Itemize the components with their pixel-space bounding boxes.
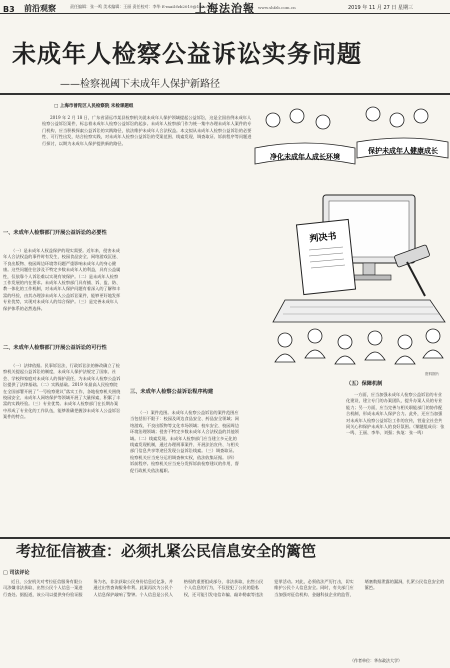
section-heading-1: 一、未成年人检察部门开展公益诉讼的必要性 xyxy=(3,230,107,236)
people-figures xyxy=(275,329,443,364)
page-badge xyxy=(3,2,15,15)
children-figures xyxy=(266,107,428,129)
section-body-4: 一方面，应当加强未成年人检察公益诉讼的专业化建设，建立专门的办案团队，提升办案人员的专业能力；另一方面，应当完善与相关职能部门的协作配合机制，形成未成年人保护合力。此外，还应当加强对未成年人检察公益诉讼工作的宣传，营造全社会共同关心和保护未成年人的良好氛围。（课题组成员：张一鸣、王丽、李华、刘强；执笔：张一鸣） xyxy=(346,392,445,436)
main-headline: 未成年人检察公益诉讼实务问题 xyxy=(12,40,362,68)
banner-right-text: 保护未成年人健康成长 xyxy=(368,147,438,155)
brand-url: www.shfzb.com.cn xyxy=(258,5,296,10)
banner-left xyxy=(255,143,355,164)
article-lede: 2019 年 2 月 18 日，广东省清远市某县检察机关就未成年人保护领域提起公益诉讼，这是全国首例未成年人检察公益诉讼案件，标志着未成年人检察公益诉讼的起步。未成年人检察部门作为统一集中办理未成年人案件的专门机构，应当积极探索公益诉讼的实践路径，依法维护未成年人合法权益。本文拟从未成年人检察公益诉讼的必要性、可行性出发，结合检察实践，对未成年人检察公益诉讼的受案范围、线索发现、调查取证、诉前程序等问题进行探讨，以期为未成年人保护提供新的路径。 xyxy=(42,115,252,146)
section-name: 前沿观察 xyxy=(24,4,56,13)
judgment-document xyxy=(296,219,355,294)
keyboard-icon xyxy=(273,300,445,322)
author-affiliation: （作者单位：华东政法大学） xyxy=(350,658,402,663)
section-body-1: （一）是未成年人权益保护的现实需要。近年来，侵害未成年人合法权益的事件时有发生，校园食品安全、网络游戏沉迷、不良出版物、校园周边环境等问题严重影响未成年人的身心健康。这些问题往往涉及不特定多数未成年人的利益，具有公益属性，仅依靠个人诉讼难以实现有效保护。（二）是未成年人检察工作发展的内在要求。未成年人检察部门具有捕、诉、监、防、教一体化的工作机制，对未成年人保护问题有着深入的了解和丰富的经验，由其办理涉未成年人公益诉讼案件，能够更好地发挥专业优势，实现对未成年人的综合保护。（三）是完善未成年人保护体系的必然选择。 xyxy=(3,248,121,311)
section-body-2: （一）法律依据。民事诉讼法、行政诉讼法的修改确立了检察机关提起公益诉讼的制度，未成年人保护法规定了国家、社会、学校和家庭对未成年人的保护责任，为未成年人检察公益诉讼提供了法律基础。（二）实践基础。2019 年最高人民检察院在全国部署开展了“一号检察建议”落实工作，各地检察机关围绕校园安全、未成年人网络保护等领域开展了大量探索，积累了丰富的实践经验。（三）专业优势。未成年人检察部门在长期办案中形成了专业化的工作队伍，能够准确把握涉未成年人公益诉讼案件的特点。 xyxy=(3,363,121,420)
editor-line: 责任编辑：张一鸣 美术编辑：王丽 责任校对：李华 E-mail:fzb2019@163.com xyxy=(70,4,214,9)
banner-left-text: 净化未成年人成长环境 xyxy=(270,153,340,161)
article-divider xyxy=(0,537,450,539)
commentary-tag: □ 司法评论 xyxy=(3,570,30,576)
masthead xyxy=(0,0,450,14)
judgment-label: 判决书 xyxy=(309,231,337,245)
newspaper-brand: 上海法治報 xyxy=(195,2,255,15)
second-headline: 考拉征信被查：必须扎紧公民信息安全的篱笆 xyxy=(16,542,317,560)
page-number: 3 xyxy=(9,5,15,14)
illustration-credit: 资料图片 xyxy=(425,372,440,376)
banner-right xyxy=(357,138,448,158)
section-heading-4: （五）保障机制 xyxy=(346,381,383,387)
section-body-3: （一）案件范围。未成年人检察公益诉讼的案件范围应当包括但不限于：校园及周边食品安全、药品安全领域；网络游戏、不良出版物等文化市场领域；校车安全、校园周边环境治理领域；侵害不特定多数未成年人合法权益的其他领域。（二）线索发现。未成年人检察部门应当建立多元化的线索发现机制，通过办理刑事案件、开展法治宣传、与相关部门信息共享等途径发现公益诉讼线索。（三）调查取证。检察机关应当充分运用调查核实权，依法收集证据。（四）诉前程序。检察机关应当充分发挥诉前检察建议的作用，督促行政机关依法履职。 xyxy=(130,410,239,473)
illustration xyxy=(245,100,450,370)
section-heading-3: 三、未成年人检察公益诉讼程序构建 xyxy=(130,389,214,395)
publication-date: 2019 年 11 月 27 日 星期三 xyxy=(348,5,413,11)
headline-rule xyxy=(0,93,450,95)
second-article-body: 近日，公安机关对考拉征信服务有限公司涉嫌非法获取、出售公民个人信息一案进行查处。据报道，该公司以提供身份验证服务为名，非法获取公民身份信息近亿条，并通过出售查询服务牟利。此案再次为公民个人信息保护敲响了警钟。个人信息是公民人格权的重要组成部分，非法获取、出售公民个人信息的行为，不仅侵犯了公民的隐私权，还可能引发电信诈骗、敲诈勒索等违法犯罪活动。对此，必须依法严厉打击，切实维护公民个人信息安全。同时，有关部门应当加强对征信机构、金融科技企业的监管，堵塞数据泄露的漏洞，扎紧公民信息安全的篱笆。 xyxy=(3,579,445,597)
section-heading-2: 二、未成年人检察部门开展公益诉讼的可行性 xyxy=(3,345,107,351)
article-byline: □ 上海市普陀区人民检察院 未检课题组 xyxy=(54,104,134,109)
main-subheadline: ——检察视阈下未成年人保护新路径 xyxy=(60,79,220,90)
page-code: B xyxy=(3,5,10,14)
